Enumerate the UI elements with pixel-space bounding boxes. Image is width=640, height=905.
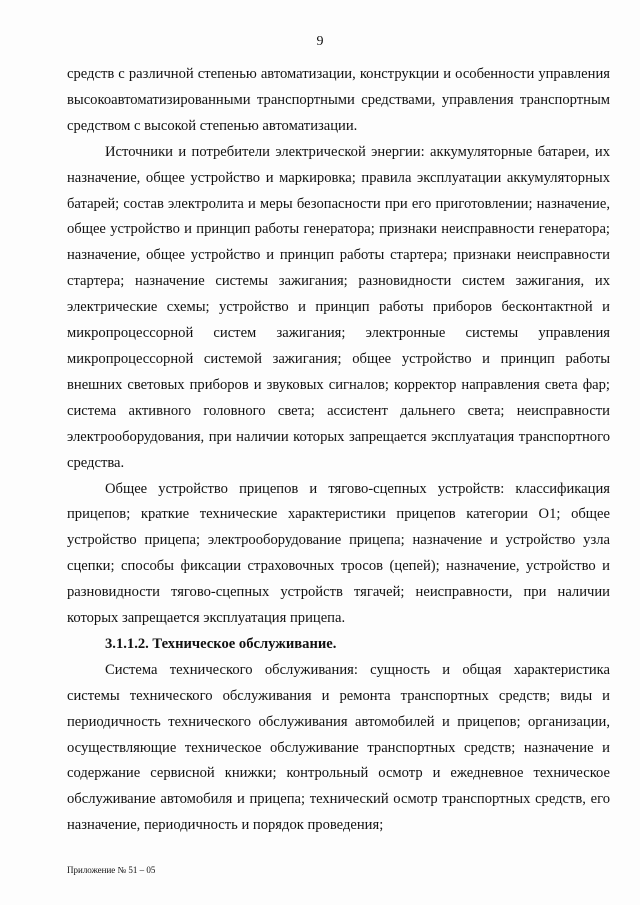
section-heading: 3.1.1.2. Техническое обслуживание. xyxy=(105,635,337,652)
paragraph-trailers: Общее устройство прицепов и тягово-сцепных устройств: классификация прицепов; краткие технические характеристики прицепов категории О1; общее устройство прицепа; электрооборудование прицепа; назначение и устройство узла сцепки; способы фиксации страховочных тросов (цепей); назначение, устройство и разновидности тягово-сцепных устройств тягачей; неисправности, при наличии которых запрещается эксплуатация прицепа. xyxy=(67,480,610,627)
paragraph-continuation: средств с различной степенью автоматизации, конструкции и особенности управления высокоавтоматизированными транспортными средствами, управления транспортным средством с высокой степенью автоматизации. xyxy=(67,66,610,134)
page-footer: Приложение № 51 – 05 xyxy=(67,865,156,875)
paragraph-electrical-energy: Источники и потребители электрической энергии: аккумуляторные батареи, их назначение, общее устройство и маркировка; правила эксплуатации аккумуляторных батарей; состав электролита и меры безопасности при его приготовлении; назначение, общее устройство и принцип работы генератора; признаки неисправности генератора; назначение, общее устройство и принцип работы стартера; признаки неисправности стартера; назначение системы зажигания; разновидности систем зажигания, их электрические схемы; устройство и принцип работы приборов бесконтактной и микропроцессорной систем зажигания; электронные системы управления микропроцессорной системой зажигания; общее устройство и принцип работы внешних световых приборов и звуковых сигналов; корректор направления света фар; система активного головного света; ассистент дальнего света; неисправности электрооборудования, при наличии которых запрещается эксплуатация транспортного средства. xyxy=(67,143,610,471)
paragraph-maintenance-system: Система технического обслуживания: сущность и общая характеристика системы технического обслуживания и ремонта транспортных средств; виды и периодичность технического обслуживания автомобилей и прицепов; организации, осуществляющие техническое обслуживание транспортных средств; назначение и содержание сервисной книжки; контрольный осмотр и ежедневное техническое обслуживание автомобиля и прицепа; технический осмотр транспортных средств, его назначение, периодичность и порядок проведения; xyxy=(67,661,610,834)
page-number: 9 xyxy=(316,34,324,49)
document-body xyxy=(67,62,610,839)
